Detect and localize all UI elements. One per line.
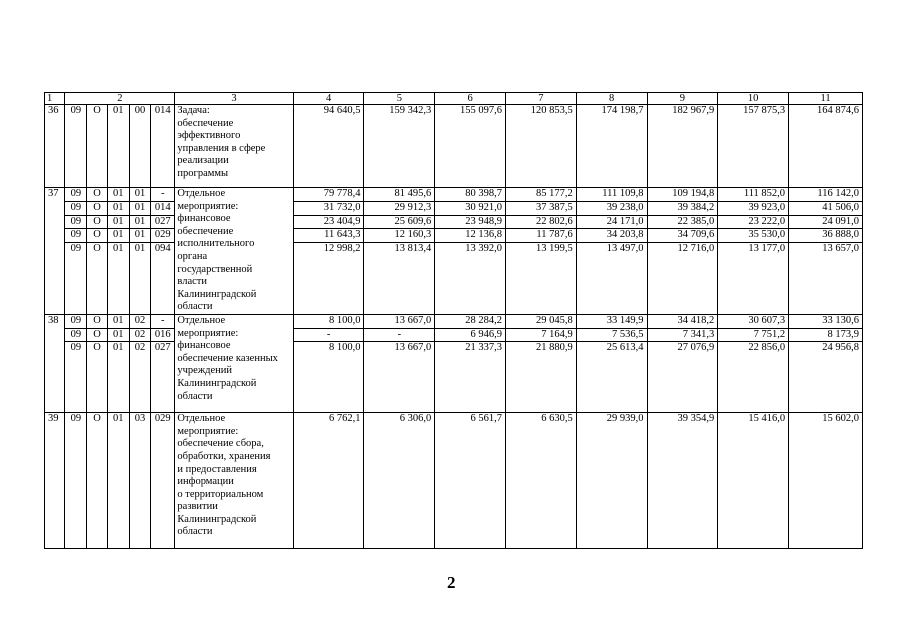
value-cell: 174 198,7: [576, 105, 647, 188]
table-row: [45, 328, 863, 342]
description-line: области: [177, 301, 213, 313]
row-number-cell: 39: [45, 413, 65, 549]
description-cell: [175, 105, 293, 188]
value-cell: 37 387,5: [506, 201, 577, 215]
code-cell: 01: [129, 201, 150, 215]
description-line: мероприятие:: [177, 425, 239, 437]
description-line: Отдельное: [177, 314, 226, 326]
code-cell: 01: [129, 188, 150, 202]
value-cell: 34 709,6: [647, 229, 718, 243]
description-line: финансовое: [177, 213, 231, 225]
value-cell: 12 716,0: [647, 243, 718, 315]
value-cell: 22 856,0: [718, 342, 789, 413]
value-cell: 24 956,8: [789, 342, 863, 413]
value-cell: 111 852,0: [718, 188, 789, 202]
table-row: [45, 201, 863, 215]
description-line: власти: [177, 276, 207, 288]
value-cell: 13 497,0: [576, 243, 647, 315]
description-line: учреждений: [177, 365, 232, 377]
description-line: развитии: [177, 501, 218, 513]
header-cell: 2: [65, 93, 175, 105]
code-cell: 01: [107, 105, 129, 188]
value-cell: 15 602,0: [789, 413, 863, 549]
value-cell: 27 076,9: [647, 342, 718, 413]
value-cell: 39 384,2: [647, 201, 718, 215]
table-row: [45, 215, 863, 229]
value-cell: 6 762,1: [293, 413, 364, 549]
description-line: реализации: [177, 155, 229, 167]
code-cell: О: [87, 188, 107, 202]
value-cell: -: [364, 328, 435, 342]
code-cell: 029: [151, 229, 175, 243]
header-cell: 1: [45, 93, 65, 105]
value-cell: 28 284,2: [435, 314, 506, 328]
value-cell: 13 667,0: [364, 314, 435, 328]
value-cell: 12 160,3: [364, 229, 435, 243]
value-cell: 22 385,0: [647, 215, 718, 229]
code-cell: О: [87, 314, 107, 328]
description-line: и предоставления: [177, 463, 257, 475]
value-cell: 157 875,3: [718, 105, 789, 188]
value-cell: 155 097,6: [435, 105, 506, 188]
value-cell: 12 136,8: [435, 229, 506, 243]
code-cell: 027: [151, 342, 175, 413]
code-cell: 02: [129, 314, 150, 328]
header-cell: 3: [175, 93, 293, 105]
code-cell: 027: [151, 215, 175, 229]
description-line: мероприятие:: [177, 200, 239, 212]
description-line: Задача:: [177, 105, 210, 116]
value-cell: 6 630,5: [506, 413, 577, 549]
page-number: 2: [447, 573, 456, 592]
code-cell: 09: [65, 229, 87, 243]
code-cell: 01: [107, 413, 129, 549]
code-cell: 01: [129, 215, 150, 229]
value-cell: 41 506,0: [789, 201, 863, 215]
value-cell: 7 751,2: [718, 328, 789, 342]
header-cell: 4: [293, 93, 364, 105]
header-cell: 9: [647, 93, 718, 105]
description-line: области: [177, 526, 213, 538]
code-cell: О: [87, 229, 107, 243]
code-cell: -: [151, 188, 175, 202]
value-cell: 7 536,5: [576, 328, 647, 342]
row-number-cell: 36: [45, 105, 65, 188]
value-cell: 22 802,6: [506, 215, 577, 229]
table-row: [45, 105, 863, 188]
description-cell: [175, 314, 293, 412]
value-cell: 24 091,0: [789, 215, 863, 229]
code-cell: 09: [65, 188, 87, 202]
value-cell: 6 946,9: [435, 328, 506, 342]
description-line: органа: [177, 250, 208, 262]
code-cell: 01: [107, 342, 129, 413]
value-cell: 23 948,9: [435, 215, 506, 229]
value-cell: 21 337,3: [435, 342, 506, 413]
code-cell: 09: [65, 328, 87, 342]
value-cell: 23 222,0: [718, 215, 789, 229]
value-cell: 94 640,5: [293, 105, 364, 188]
value-cell: 29 939,0: [576, 413, 647, 549]
code-cell: 02: [129, 342, 150, 413]
value-cell: 109 194,8: [647, 188, 718, 202]
code-cell: О: [87, 201, 107, 215]
description-line: мероприятие:: [177, 327, 239, 339]
description-line: Отдельное: [177, 188, 226, 199]
value-cell: 23 404,9: [293, 215, 364, 229]
description-line: Отдельное: [177, 413, 226, 425]
description-line: обеспечение: [177, 117, 234, 129]
value-cell: 39 354,9: [647, 413, 718, 549]
description-line: обеспечение: [177, 225, 234, 237]
description-line: Калининградской: [177, 377, 257, 389]
value-cell: 164 874,6: [789, 105, 863, 188]
code-cell: 016: [151, 328, 175, 342]
code-cell: О: [87, 105, 107, 188]
code-cell: О: [87, 215, 107, 229]
description-line: области: [177, 390, 213, 402]
value-cell: 13 392,0: [435, 243, 506, 315]
value-cell: 13 667,0: [364, 342, 435, 413]
table-row: [45, 243, 863, 315]
description-line: обработки, хранения: [177, 450, 271, 462]
value-cell: 30 921,0: [435, 201, 506, 215]
value-cell: 25 609,6: [364, 215, 435, 229]
code-cell: 01: [107, 243, 129, 315]
value-cell: 6 561,7: [435, 413, 506, 549]
description-line: Калининградской: [177, 288, 257, 300]
value-cell: 13 813,4: [364, 243, 435, 315]
code-cell: О: [87, 328, 107, 342]
table-row: [45, 229, 863, 243]
value-cell: 36 888,0: [789, 229, 863, 243]
code-cell: 09: [65, 201, 87, 215]
description-line: исполнительного: [177, 238, 255, 250]
header-cell: 8: [576, 93, 647, 105]
value-cell: 29 912,3: [364, 201, 435, 215]
code-cell: 09: [65, 105, 87, 188]
row-number-cell: 38: [45, 314, 65, 412]
code-cell: 09: [65, 342, 87, 413]
value-cell: 8 173,9: [789, 328, 863, 342]
value-cell: 39 238,0: [576, 201, 647, 215]
budget-table: [44, 92, 863, 549]
code-cell: -: [151, 314, 175, 328]
description-line: управления в сфере: [177, 142, 266, 154]
description-cell: [175, 413, 293, 549]
code-cell: 01: [107, 328, 129, 342]
description-line: обеспечение сбора,: [177, 438, 264, 450]
value-cell: 11 787,6: [506, 229, 577, 243]
value-cell: 85 177,2: [506, 188, 577, 202]
header-row: [45, 93, 863, 105]
table-row: [45, 413, 863, 549]
code-cell: 09: [65, 314, 87, 328]
value-cell: 13 177,0: [718, 243, 789, 315]
value-cell: 29 045,8: [506, 314, 577, 328]
value-cell: 8 100,0: [293, 342, 364, 413]
code-cell: 01: [107, 188, 129, 202]
code-cell: 01: [129, 243, 150, 315]
value-cell: 7 341,3: [647, 328, 718, 342]
value-cell: 25 613,4: [576, 342, 647, 413]
code-cell: 01: [107, 215, 129, 229]
code-cell: 09: [65, 413, 87, 549]
code-cell: 01: [107, 314, 129, 328]
value-cell: 7 164,9: [506, 328, 577, 342]
code-cell: О: [87, 413, 107, 549]
code-cell: О: [87, 342, 107, 413]
table-row: [45, 342, 863, 413]
value-cell: 12 998,2: [293, 243, 364, 315]
description-line: государственной: [177, 263, 253, 275]
value-cell: 81 495,6: [364, 188, 435, 202]
value-cell: 11 643,3: [293, 229, 364, 243]
code-cell: 09: [65, 215, 87, 229]
description-line: Калининградской: [177, 513, 257, 525]
value-cell: 34 203,8: [576, 229, 647, 243]
code-cell: 014: [151, 201, 175, 215]
code-cell: 03: [129, 413, 150, 549]
description-line: программы: [177, 167, 229, 179]
description-line: о территориальном: [177, 488, 264, 500]
value-cell: 159 342,3: [364, 105, 435, 188]
table-row: [45, 188, 863, 202]
description-line: обеспечение казенных: [177, 352, 278, 364]
code-cell: 02: [129, 328, 150, 342]
code-cell: 01: [107, 201, 129, 215]
header-cell: 11: [789, 93, 863, 105]
table-body: [45, 93, 863, 549]
code-cell: 01: [107, 229, 129, 243]
description-line: информации: [177, 476, 234, 488]
value-cell: 111 109,8: [576, 188, 647, 202]
description-line: финансовое: [177, 340, 231, 352]
value-cell: 31 732,0: [293, 201, 364, 215]
value-cell: 33 149,9: [576, 314, 647, 328]
value-cell: 6 306,0: [364, 413, 435, 549]
header-cell: 7: [506, 93, 577, 105]
row-number-cell: 37: [45, 188, 65, 315]
header-cell: 5: [364, 93, 435, 105]
value-cell: 33 130,6: [789, 314, 863, 328]
value-cell: 15 416,0: [718, 413, 789, 549]
code-cell: О: [87, 243, 107, 315]
header-cell: 10: [718, 93, 789, 105]
value-cell: 13 199,5: [506, 243, 577, 315]
header-cell: 6: [435, 93, 506, 105]
value-cell: -: [293, 328, 364, 342]
value-cell: 80 398,7: [435, 188, 506, 202]
code-cell: 01: [129, 229, 150, 243]
code-cell: 029: [151, 413, 175, 549]
value-cell: 24 171,0: [576, 215, 647, 229]
value-cell: 182 967,9: [647, 105, 718, 188]
value-cell: 30 607,3: [718, 314, 789, 328]
value-cell: 39 923,0: [718, 201, 789, 215]
code-cell: 09: [65, 243, 87, 315]
value-cell: 13 657,0: [789, 243, 863, 315]
value-cell: 35 530,0: [718, 229, 789, 243]
code-cell: 00: [129, 105, 150, 188]
description-line: эффективного: [177, 130, 241, 142]
value-cell: 21 880,9: [506, 342, 577, 413]
description-cell: [175, 188, 293, 315]
code-cell: 094: [151, 243, 175, 315]
value-cell: 120 853,5: [506, 105, 577, 188]
value-cell: 79 778,4: [293, 188, 364, 202]
code-cell: 014: [151, 105, 175, 188]
value-cell: 116 142,0: [789, 188, 863, 202]
table-row: [45, 314, 863, 328]
value-cell: 8 100,0: [293, 314, 364, 328]
value-cell: 34 418,2: [647, 314, 718, 328]
